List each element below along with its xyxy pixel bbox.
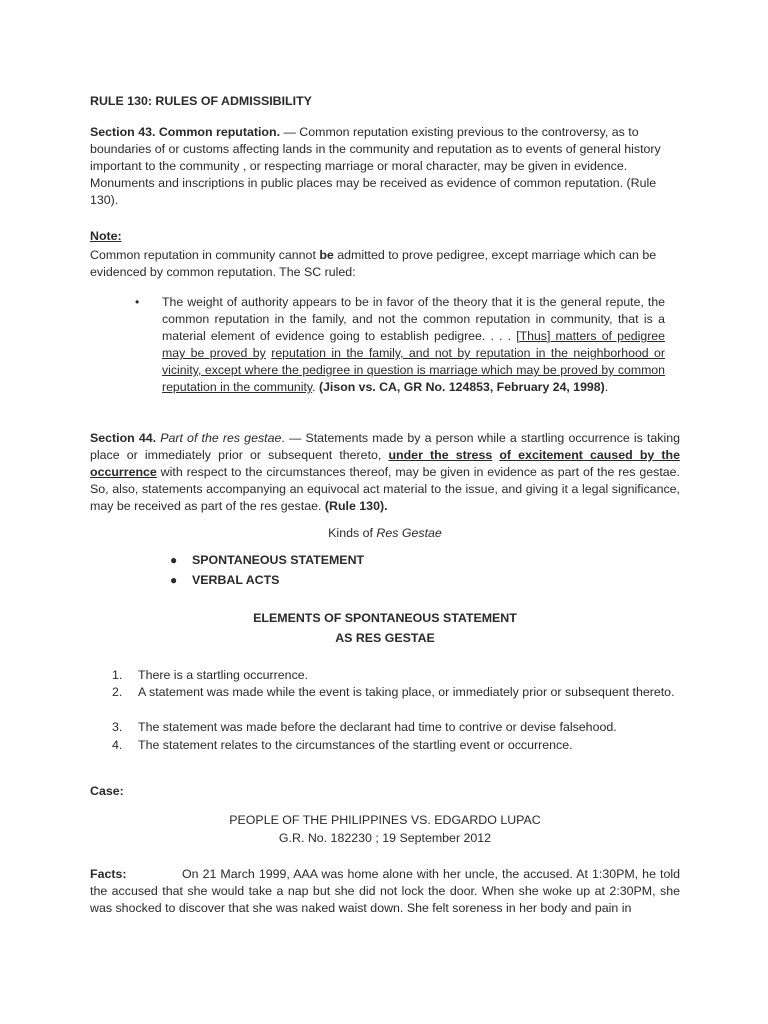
elements-list	[90, 667, 680, 755]
elements-title-line-2: AS RES GESTAE	[335, 631, 435, 645]
quote-bullet	[135, 294, 665, 396]
note-text-a: Common reputation in community cannot	[90, 248, 320, 262]
section-43	[90, 124, 680, 209]
list-item-text: VERBAL ACTS	[192, 573, 280, 587]
section-44	[90, 430, 680, 515]
list-item	[90, 737, 680, 755]
list-item-text: There is a startling occurrence.	[138, 668, 309, 682]
list-item-number: 3.	[112, 720, 123, 734]
list-item-text: A statement was made while the event is taking place, or immediately prior or subsequent thereto.	[138, 685, 675, 699]
section-43-heading: Section 43. Common reputation.	[90, 125, 281, 139]
quote-part-2: [Thus] matters of pedigree may be proved by	[162, 329, 665, 360]
quote-part-4: reputation in the family, and not by reputation in the neighborhood or vicinity, except where the pedigree in question is marriage which may be proved by common reputation in the community	[162, 346, 665, 394]
section-44-underline-1: under the stress	[388, 448, 493, 462]
list-item	[90, 572, 680, 592]
list-item-number: 1.	[112, 668, 123, 682]
list-item-text: The statement relates to the circumstances of the startling event or occurrence.	[138, 738, 573, 752]
kinds-list	[90, 552, 680, 592]
list-item-text: The statement was made before the declarant had time to contrive or devise falsehood.	[138, 720, 617, 734]
note-text-b: be	[319, 248, 334, 262]
kinds-heading	[90, 525, 680, 542]
list-item	[90, 552, 680, 572]
quote-text	[162, 294, 665, 396]
case-title-line-2: G.R. No. 182230 ; 19 September 2012	[278, 831, 492, 845]
bullet-icon: ●	[170, 553, 178, 567]
section-44-title: Part of the res gestae	[160, 431, 282, 445]
facts-paragraph	[90, 866, 680, 917]
list-item	[90, 719, 680, 737]
section-43-body: — Common reputation existing previous to the controversy, as to boundaries of or customs affecting lands in the community and reputation as to events of general history important to the community , or respecting marriage or moral character, may be given in evidence. Monuments and inscriptions in public places may be received as evidence of common reputation. (Rule 130).	[90, 125, 661, 207]
bullet-icon: ●	[170, 573, 178, 587]
note-text	[90, 247, 680, 281]
section-44-underline-2: of excitement caused by the occurrence	[90, 448, 681, 479]
section-44-text-3: with respect to the circumstances thereof, may be given in evidence as part of the res gestae. So, also, statements accompanying an equivocal act material to the issue, and giving it a legal significance, may be received as part of the res gestae.	[90, 465, 680, 513]
kinds-term: Res Gestae	[376, 526, 442, 540]
case-label: Case:	[90, 784, 124, 798]
elements-title-line-1: ELEMENTS OF SPONTANEOUS STATEMENT	[253, 611, 517, 625]
facts-text: On 21 March 1999, AAA was home alone with her uncle, the accused. At 1:30PM, he told the accused that she would take a nap but she did not lock the door. When she woke up at 2:30PM, she was shocked to discover that she was naked waist down. She felt soreness in her body and pain in	[90, 867, 680, 915]
note-text-c: admitted to prove pedigree, except marriage which can be evidenced by common reputation. The SC ruled:	[90, 248, 657, 279]
quote-citation: (Jison vs. CA, GR No. 124853, February 24, 1998)	[319, 380, 605, 394]
bullet-icon: •	[135, 295, 140, 309]
note-label: Note:	[90, 229, 122, 243]
section-44-label: Section 44.	[90, 431, 161, 445]
quote-end: .	[604, 380, 609, 394]
list-item-number: 4.	[112, 738, 123, 752]
facts-label: Facts:	[90, 867, 127, 881]
rule-title: RULE 130: RULES OF ADMISSIBILITY	[90, 94, 312, 108]
list-item	[90, 684, 680, 719]
quote-part-1: The weight of authority appears to be in favor of the theory that it is the general repute, the common reputation in the family, and not the common reputation in community, that is a material element of evidence going to establish pedigree. . . .	[162, 295, 665, 343]
section-44-text-1: . — Statements made by a person while a startling occurrence is taking place or immediately prior or subsequent thereto,	[90, 431, 680, 462]
list-item-text: SPONTANEOUS STATEMENT	[192, 553, 365, 567]
kinds-prefix: Kinds of	[328, 526, 377, 540]
list-item	[90, 667, 680, 684]
section-44-rule: (Rule 130).	[324, 499, 388, 513]
quote-part-5: .	[312, 380, 319, 394]
case-title-line-1: PEOPLE OF THE PHILIPPINES VS. EDGARDO LUPAC	[229, 813, 541, 827]
list-item-number: 2.	[112, 685, 123, 699]
